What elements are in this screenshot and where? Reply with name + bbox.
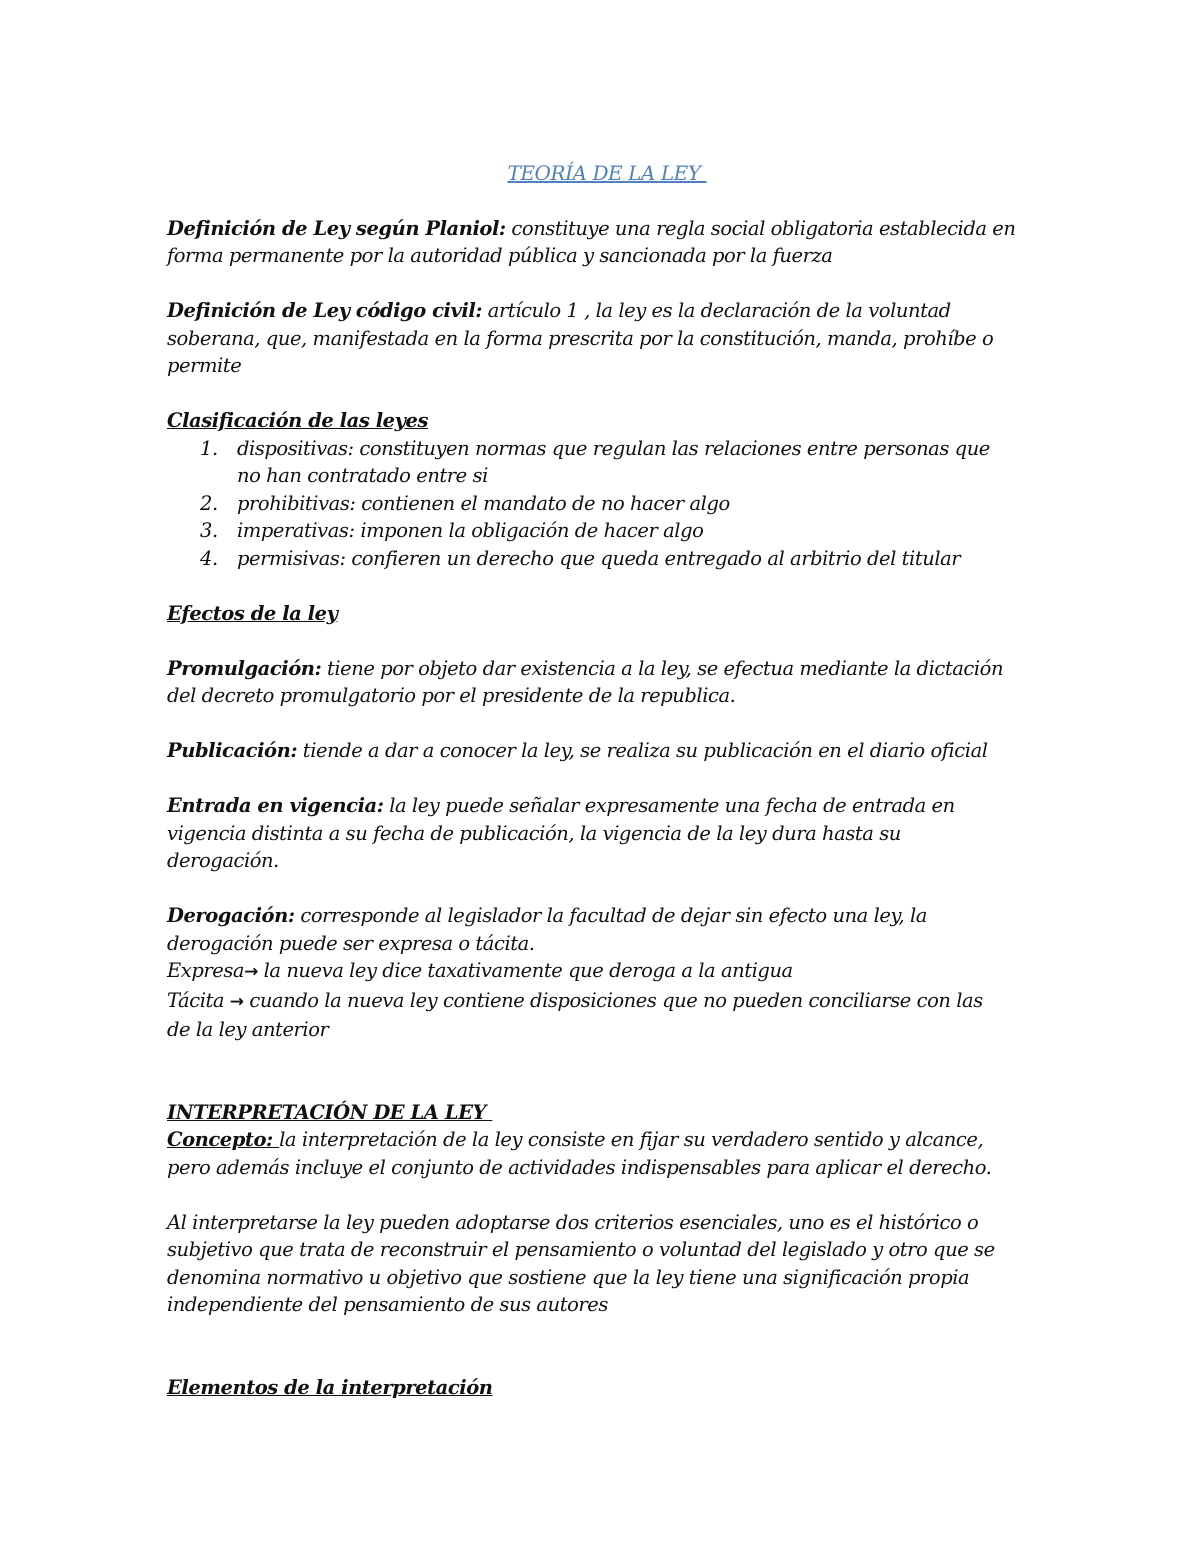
- vigencia-text-3: derogación.: [167, 849, 279, 872]
- document-page: [167, 160, 1047, 1401]
- vigencia-label: Entrada en vigencia:: [167, 794, 384, 817]
- derogacion-label: Derogación:: [167, 904, 295, 927]
- list-item-text: no han contratado entre si: [237, 464, 488, 487]
- promulgacion-paragraph: [167, 655, 1047, 710]
- expresa-label: Expresa: [167, 959, 245, 982]
- derogacion-text-1: corresponde al legislador la facultad de dejar sin efecto una ley, la: [294, 904, 927, 927]
- list-item-number: 2.: [200, 491, 218, 515]
- concepto-paragraph: [167, 1126, 1047, 1181]
- list-item: [200, 517, 1047, 545]
- criterios-text-3: denomina normativo u objetivo que sostiene que la ley tiene una significación propia: [167, 1265, 970, 1289]
- tacita-text-1: cuando la nueva ley contiene disposiciones que no pueden conciliarse con las: [243, 988, 983, 1012]
- definition-codigo-text-3: permite: [167, 354, 242, 377]
- vigencia-text-2: vigencia distinta a su fecha de publicación, la vigencia de la ley dura hasta su: [167, 821, 901, 845]
- criterios-text-2: subjetivo que trata de reconstruir el pensamiento o voluntad del legislado y otro que se: [167, 1238, 995, 1261]
- elements-heading: Elementos de la interpretación: [167, 1375, 493, 1399]
- criterios-paragraph: [167, 1209, 1047, 1319]
- list-item-number: 4.: [200, 546, 218, 570]
- promulgacion-text-1: tiene por objeto dar existencia a la ley, se efectua mediante la dictación: [321, 656, 1004, 680]
- list-item: [200, 435, 1047, 490]
- derogacion-paragraph: [167, 902, 1047, 1044]
- list-item-text: dispositivas: constituyen normas que regulan las relaciones entre personas que: [237, 436, 990, 460]
- definition-codigo-text-2: soberana, que, manifestada en la forma prescrita por la constitución, manda, prohíbe o: [167, 326, 994, 350]
- list-item-text: permisivas: confieren un derecho que queda entregado al arbitrio del titular: [237, 546, 961, 570]
- definition-codigo-label: Definición de Ley código civil:: [167, 299, 483, 322]
- effects-heading: Efectos de la ley: [167, 601, 338, 625]
- list-item-text: prohibitivas: contienen el mandato de no hacer algo: [237, 491, 730, 515]
- promulgacion-label: Promulgación:: [167, 656, 322, 680]
- classification-heading: Clasificación de las leyes: [167, 409, 428, 432]
- arrow-right-icon: →: [229, 991, 244, 1012]
- promulgacion-text-2: del decreto promulgatorio por el presidente de la republica.: [167, 684, 736, 707]
- interpretation-heading-text: INTERPRETACIÓN DE LA LEY: [167, 1100, 486, 1124]
- arrow-right-icon: →: [244, 962, 258, 982]
- definition-planiol: [167, 215, 1047, 270]
- list-item-text: imperativas: imponen la obligación de hacer algo: [237, 519, 704, 542]
- definition-codigo-civil: [167, 297, 1047, 380]
- title-text: TEORÍA DE LA LEY: [507, 161, 701, 185]
- vigencia-paragraph: [167, 792, 1047, 875]
- tacita-label: Tácita: [167, 988, 230, 1012]
- expresa-text: la nueva ley dice taxativamente que deroga a la antigua: [257, 959, 793, 982]
- list-item: [200, 490, 1047, 518]
- list-item-number: 3.: [200, 519, 218, 542]
- concepto-text-1: la interpretación de la ley consiste en fijar su verdadero sentido y alcance,: [279, 1128, 984, 1151]
- publicacion-paragraph: [167, 737, 1047, 765]
- concepto-label: Concepto:: [167, 1128, 280, 1151]
- vigencia-text-1: la ley puede señalar expresamente una fecha de entrada en: [383, 794, 955, 817]
- definition-planiol-label: Definición de Ley según Planiol:: [167, 216, 506, 240]
- definition-planiol-text-2: forma permanente por la autoridad pública y sancionada por la fuerza: [167, 244, 833, 267]
- concepto-text-2: pero además incluye el conjunto de actividades indispensables para aplicar el derecho.: [167, 1155, 992, 1179]
- classification-list: [167, 435, 1047, 573]
- publicacion-text: tiende a dar a conocer la ley, se realiza su publicación en el diario oficial: [297, 739, 988, 762]
- derogacion-text-2: derogación puede ser expresa o tácita.: [167, 931, 535, 955]
- definition-codigo-text-1: artículo 1 , la ley es la declaración de la voluntad: [482, 299, 951, 322]
- document-title: [167, 160, 1047, 188]
- criterios-text-4: independiente del pensamiento de sus autores: [167, 1293, 608, 1316]
- tacita-text-2: de la ley anterior: [167, 1018, 329, 1041]
- list-item-number: 1.: [200, 436, 218, 460]
- list-item: [200, 545, 1047, 573]
- criterios-text-1: Al interpretarse la ley pueden adoptarse dos criterios esenciales, uno es el histórico o: [167, 1210, 979, 1234]
- definition-planiol-text-1: constituye una regla social obligatoria establecida en: [505, 216, 1016, 240]
- interpretation-heading: [167, 1099, 1047, 1127]
- publicacion-label: Publicación:: [167, 739, 298, 762]
